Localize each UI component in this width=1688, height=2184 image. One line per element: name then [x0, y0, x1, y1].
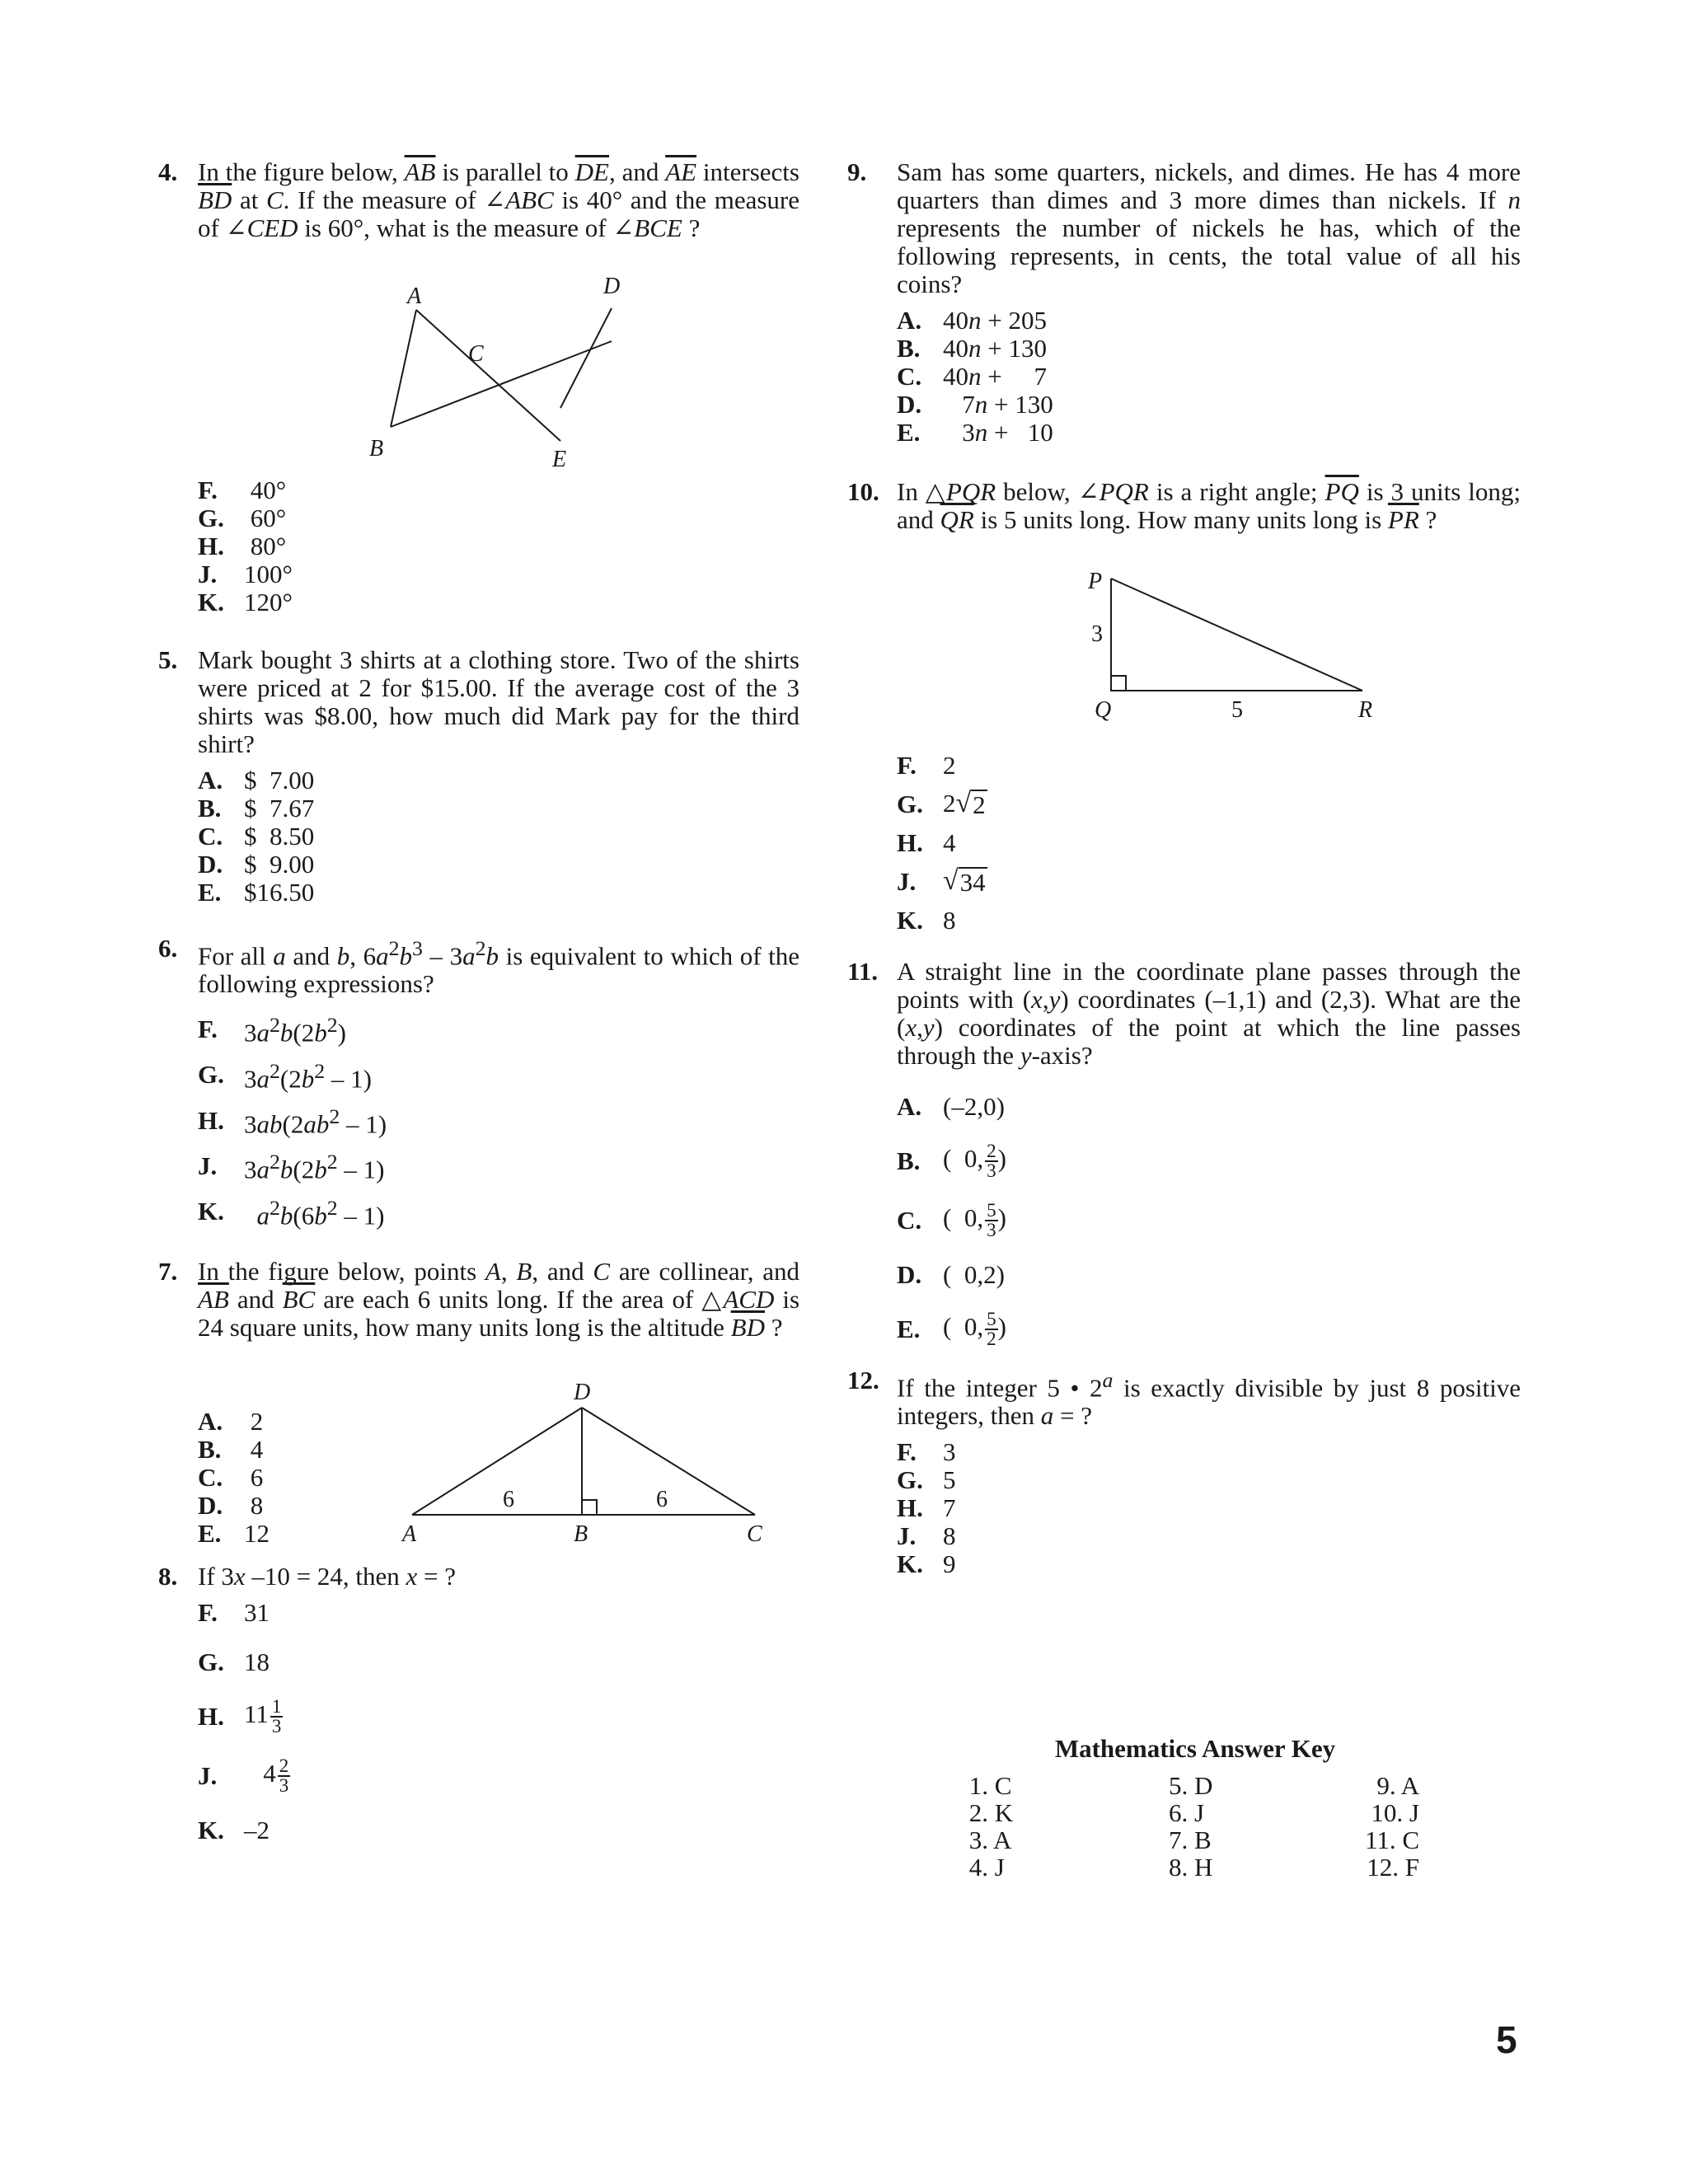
- answer-option[interactable]: [198, 1464, 379, 1492]
- option-letter: H.: [897, 828, 923, 857]
- option-value: 120°: [244, 588, 293, 616]
- option-value: 8: [244, 1490, 264, 1520]
- answer-option[interactable]: [897, 363, 1521, 391]
- answer-key-entry: 11. C: [1364, 1825, 1419, 1854]
- option-letter: A.: [897, 1092, 922, 1121]
- option-letter: G.: [897, 1465, 923, 1495]
- option-value: 11 $\frac{1}{3}$: [244, 1695, 282, 1736]
- answer-option[interactable]: [198, 476, 799, 504]
- options: [897, 1093, 1521, 1348]
- answer-option[interactable]: [897, 1310, 1521, 1348]
- answer-key-entry: 1. C: [963, 1771, 1012, 1800]
- option-value: 31: [244, 1597, 270, 1627]
- option-letter: J.: [198, 560, 218, 588]
- answer-option[interactable]: [198, 879, 799, 907]
- options: [198, 476, 799, 616]
- segment-bd: [391, 341, 612, 427]
- option-letter: D.: [198, 1490, 223, 1520]
- option-letter: E.: [198, 1518, 222, 1548]
- option-letter: F.: [198, 1597, 218, 1627]
- option-value: 5: [943, 1465, 956, 1495]
- question-10: [847, 477, 1521, 935]
- option-letter: F.: [897, 1437, 917, 1467]
- question-number: 6.: [158, 934, 178, 963]
- question-text: If the integer 5 • 2$^a$ is exactly divisible by just 8 positive integers, then a = ?: [897, 1368, 1521, 1431]
- answer-option[interactable]: [198, 1052, 799, 1098]
- option-value: –2: [244, 1815, 270, 1844]
- option-value: $ 9.00: [244, 850, 315, 879]
- option-value: $ 7.67: [244, 794, 315, 823]
- answer-option[interactable]: [198, 1143, 799, 1188]
- question-5: [158, 646, 799, 907]
- answer-option[interactable]: [198, 1408, 379, 1436]
- option-value: $a^2b(6b^2 - 1)$: [256, 1195, 385, 1230]
- option-value: $3a^2(2b^2 - 1)$: [244, 1058, 372, 1093]
- label-p: P: [1088, 569, 1103, 594]
- option-letter: H.: [897, 1493, 923, 1523]
- option-value: 3: [943, 1437, 956, 1467]
- label-a: A: [402, 1521, 417, 1547]
- option-letter: B.: [198, 794, 222, 823]
- label-b: B: [574, 1521, 588, 1547]
- label-qr-length: 5: [1231, 697, 1243, 723]
- answer-option[interactable]: [897, 752, 1521, 780]
- segment-cd: [582, 1408, 755, 1515]
- answer-key-entry: 9. A: [1370, 1771, 1419, 1800]
- figure-bowtie: [158, 246, 799, 468]
- answer-option[interactable]: [897, 391, 1521, 419]
- option-letter: K.: [198, 1815, 224, 1844]
- option-letter: D.: [198, 850, 223, 879]
- option-value: $16.50: [244, 878, 315, 907]
- label-bc-length: 6: [656, 1486, 668, 1512]
- answer-option[interactable]: [198, 1648, 799, 1676]
- segment-pr: [1111, 579, 1362, 691]
- answer-option[interactable]: [897, 790, 1521, 819]
- segment-ae: [416, 310, 560, 441]
- question-number: 12.: [847, 1366, 879, 1394]
- option-value: 12: [244, 1518, 270, 1548]
- answer-option[interactable]: [198, 588, 799, 616]
- question-text: If 3x –10 = 24, then x = ?: [198, 1561, 457, 1591]
- answer-option[interactable]: [198, 851, 799, 879]
- answer-key-entry: 8. H: [1169, 1853, 1213, 1882]
- answer-option[interactable]: [198, 1816, 799, 1844]
- label-c: C: [468, 341, 484, 367]
- answer-option[interactable]: [897, 1466, 1521, 1494]
- answer-option[interactable]: [897, 1261, 1521, 1289]
- option-value: 2: [943, 751, 956, 780]
- option-letter: B.: [897, 1146, 921, 1175]
- option-letter: G.: [198, 504, 224, 532]
- option-value: 18: [244, 1647, 270, 1676]
- option-value: 9: [943, 1549, 956, 1579]
- question-number: 7.: [158, 1256, 178, 1286]
- answer-option[interactable]: [198, 532, 799, 560]
- answer-option[interactable]: [198, 1520, 379, 1548]
- answer-option[interactable]: [897, 907, 1521, 935]
- option-value: ( 0, $\frac{5}{3}$ ): [943, 1200, 1006, 1240]
- answer-key-grid: [948, 1772, 1442, 1881]
- page-number: 5: [1496, 2018, 1517, 2061]
- option-letter: D.: [897, 390, 922, 419]
- option-letter: E.: [198, 878, 222, 907]
- option-value: 60°: [244, 504, 287, 532]
- label-ab-length: 6: [503, 1486, 514, 1512]
- option-value: 4: [244, 1434, 264, 1464]
- answer-option[interactable]: [198, 504, 799, 532]
- segment-ad: [412, 1408, 582, 1515]
- option-letter: C.: [198, 822, 223, 851]
- option-letter: H.: [198, 532, 224, 560]
- answer-option[interactable]: [897, 1142, 1521, 1180]
- label-b: B: [369, 436, 384, 462]
- answer-option[interactable]: [198, 560, 799, 588]
- option-value: 2 √ 2: [943, 788, 986, 819]
- answer-option[interactable]: [897, 335, 1521, 363]
- answer-option[interactable]: [897, 1494, 1521, 1522]
- answer-option[interactable]: [897, 1093, 1521, 1121]
- option-value: 6: [244, 1462, 264, 1492]
- answer-option[interactable]: [897, 1550, 1521, 1578]
- question-12: [847, 1366, 1521, 1579]
- option-letter: G.: [198, 1060, 224, 1090]
- options: [897, 307, 1521, 447]
- label-q: Q: [1095, 697, 1112, 723]
- answer-key-entry: 3. A: [963, 1825, 1012, 1854]
- figure-triangle-acd: [379, 1366, 791, 1556]
- option-letter: A.: [198, 1406, 223, 1436]
- answer-option[interactable]: [198, 766, 799, 794]
- option-value: $ 8.50: [244, 822, 315, 851]
- question-number: 5.: [158, 645, 178, 674]
- option-value: $3a^2b(2b^2)$: [244, 1013, 346, 1047]
- answer-option[interactable]: [198, 823, 799, 851]
- option-value: (–2,0): [943, 1092, 1005, 1121]
- right-angle-mark: [582, 1500, 597, 1515]
- label-c: C: [747, 1521, 762, 1547]
- answer-option[interactable]: [198, 1492, 379, 1520]
- option-letter: G.: [897, 790, 923, 818]
- option-value: 2: [244, 1406, 264, 1436]
- question-number: 4.: [158, 157, 178, 186]
- option-letter: J.: [897, 867, 917, 896]
- option-value: 40°: [244, 476, 287, 504]
- answer-option[interactable]: [198, 1098, 799, 1143]
- option-value: 8: [943, 1521, 956, 1551]
- option-letter: E.: [897, 418, 921, 447]
- options: [198, 1408, 379, 1556]
- answer-key-entry: 6. J: [1169, 1798, 1205, 1827]
- question-number: 8.: [158, 1561, 178, 1591]
- question-8: [158, 1563, 799, 1844]
- answer-option[interactable]: [897, 1438, 1521, 1466]
- question-text: For all a and b, $6a^2b^3 - 3a^2b$ is equivalent to which of the following expressions?: [198, 936, 799, 999]
- answer-option[interactable]: [198, 1695, 799, 1736]
- answer-option[interactable]: [897, 1202, 1521, 1240]
- option-letter: F.: [198, 1014, 218, 1043]
- question-text: A straight line in the coordinate plane passes through the points with (x,y) coordinates (–1,1) and (2,3). What are the (x,y) coordinates of the point at which the line passes through the y-axis?: [897, 957, 1521, 1070]
- option-value: 40n + 205: [943, 306, 1047, 335]
- question-4: [158, 158, 799, 616]
- option-letter: C.: [897, 1206, 922, 1235]
- option-value: 80°: [244, 532, 287, 560]
- option-value: 4 $\frac{2}{3}$: [244, 1755, 289, 1796]
- option-letter: E.: [897, 1315, 921, 1343]
- options: [198, 1006, 799, 1235]
- answer-key: [948, 1735, 1442, 1881]
- option-value: 40n + 130: [943, 334, 1047, 363]
- right-column: [847, 157, 1521, 1579]
- label-d: D: [574, 1379, 591, 1405]
- option-value: 7: [943, 1493, 956, 1523]
- question-9: [847, 157, 1521, 447]
- option-letter: K.: [198, 1197, 224, 1226]
- option-letter: H.: [198, 1701, 224, 1731]
- option-letter: H.: [198, 1105, 224, 1135]
- answer-option[interactable]: [897, 829, 1521, 857]
- option-value: 8: [943, 906, 956, 935]
- question-number: 9.: [847, 157, 867, 186]
- option-value: 100°: [244, 560, 293, 588]
- label-d: D: [603, 274, 621, 299]
- option-letter: K.: [897, 906, 923, 935]
- option-letter: J.: [198, 1760, 218, 1790]
- answer-option[interactable]: [897, 419, 1521, 447]
- option-letter: C.: [897, 362, 922, 391]
- option-letter: D.: [897, 1260, 922, 1289]
- option-letter: A.: [198, 766, 223, 794]
- answer-option[interactable]: [897, 307, 1521, 335]
- answer-key-entry: 4. J: [963, 1853, 1005, 1882]
- answer-key-title: Mathematics Answer Key: [1054, 1734, 1336, 1763]
- answer-option[interactable]: [198, 794, 799, 823]
- option-value: √ 34: [943, 865, 986, 897]
- answer-key-entry: 5. D: [1169, 1771, 1213, 1800]
- option-letter: B.: [198, 1434, 222, 1464]
- question-number: 11.: [847, 957, 879, 986]
- question-6: [158, 935, 799, 1235]
- answer-option[interactable]: [198, 1436, 379, 1464]
- segment-ab: [391, 310, 416, 427]
- option-letter: J.: [198, 1151, 218, 1180]
- left-column: [158, 158, 799, 1844]
- option-value: $3a^2b(2b^2 - 1)$: [244, 1150, 385, 1184]
- option-value: ( 0, $\frac{2}{3}$ ): [943, 1141, 1006, 1181]
- answer-option[interactable]: [897, 1522, 1521, 1550]
- options: [198, 1599, 799, 1844]
- answer-option[interactable]: [198, 1599, 799, 1627]
- right-angle-mark: [1111, 676, 1126, 691]
- question-text: Mark bought 3 shirts at a clothing store. Two of the shirts were priced at 2 for $15.00. If the average cost of the 3 shirts was $8.00, how much did Mark pay for the third shirt?: [198, 645, 799, 758]
- answer-option[interactable]: [897, 867, 1521, 897]
- question-text: Sam has some quarters, nickels, and dimes. He has 4 more quarters than dimes and 3 more dimes than nickels. If n represents the number of nickels he has, which of the following represents, in cents, the total value of all his coins?: [897, 157, 1521, 298]
- option-letter: B.: [897, 334, 921, 363]
- option-value: $ 7.00: [244, 766, 315, 794]
- option-letter: J.: [897, 1521, 917, 1551]
- question-7-body: [198, 1366, 799, 1556]
- option-letter: F.: [897, 751, 917, 780]
- answer-key-entry: 7. B: [1169, 1825, 1212, 1854]
- option-value: 40n + 7: [943, 362, 1047, 391]
- question-text: In the figure below, $\overline{AB}$ is parallel to $\overline{DE}$, and $\overline{AE}$ intersects $\overline{BD}$ at C. If the measure of ∠ABC is 40° and the measure of ∠CED is 60°, what is the measure of ∠BCE ?: [198, 157, 799, 242]
- option-value: 4: [943, 828, 956, 857]
- option-letter: K.: [897, 1549, 923, 1579]
- option-letter: C.: [198, 1462, 223, 1492]
- answer-option[interactable]: [198, 1757, 799, 1795]
- question-11: [847, 957, 1521, 1349]
- answer-option[interactable]: [198, 1006, 799, 1052]
- question-text: In △PQR below, ∠PQR is a right angle; $\overline{PQ}$ is 3 units long; and $\overline{QR}$ is 5 units long. How many units long is $\overline{PR}$ ?: [897, 477, 1521, 534]
- option-letter: F.: [198, 476, 218, 504]
- option-value: 7n + 130: [943, 390, 1053, 419]
- options: [897, 1438, 1521, 1578]
- label-pq-length: 3: [1091, 621, 1103, 647]
- question-7: [158, 1258, 799, 1556]
- question-text: In the figure below, points A, B, and C are collinear, and $\overline{AB}$ and $\overline{BC}$ are each 6 units long. If the area of △ACD is 24 square units, how many units long is the altitude $\overline{BD}$ ?: [198, 1256, 800, 1342]
- label-a: A: [407, 284, 422, 309]
- option-letter: K.: [198, 588, 224, 616]
- option-letter: A.: [897, 306, 922, 335]
- answer-key-entry: 12. F: [1367, 1853, 1419, 1882]
- label-e: E: [552, 447, 567, 468]
- label-r: R: [1358, 697, 1373, 723]
- option-value: $3ab(2ab^2 - 1)$: [244, 1104, 387, 1139]
- answer-option[interactable]: [198, 1189, 799, 1235]
- answer-key-entry: 10. J: [1371, 1798, 1419, 1827]
- figure-triangle-pqr: [897, 546, 1523, 743]
- question-number: 10.: [847, 477, 879, 506]
- options: [897, 752, 1521, 935]
- option-value: 3n + 10: [943, 418, 1053, 447]
- options: [198, 766, 799, 907]
- answer-key-entry: 2. K: [963, 1798, 1014, 1827]
- option-value: ( 0,2): [943, 1260, 1005, 1289]
- option-letter: G.: [198, 1647, 224, 1676]
- option-value: ( 0, $\frac{5}{2}$ ): [943, 1309, 1006, 1349]
